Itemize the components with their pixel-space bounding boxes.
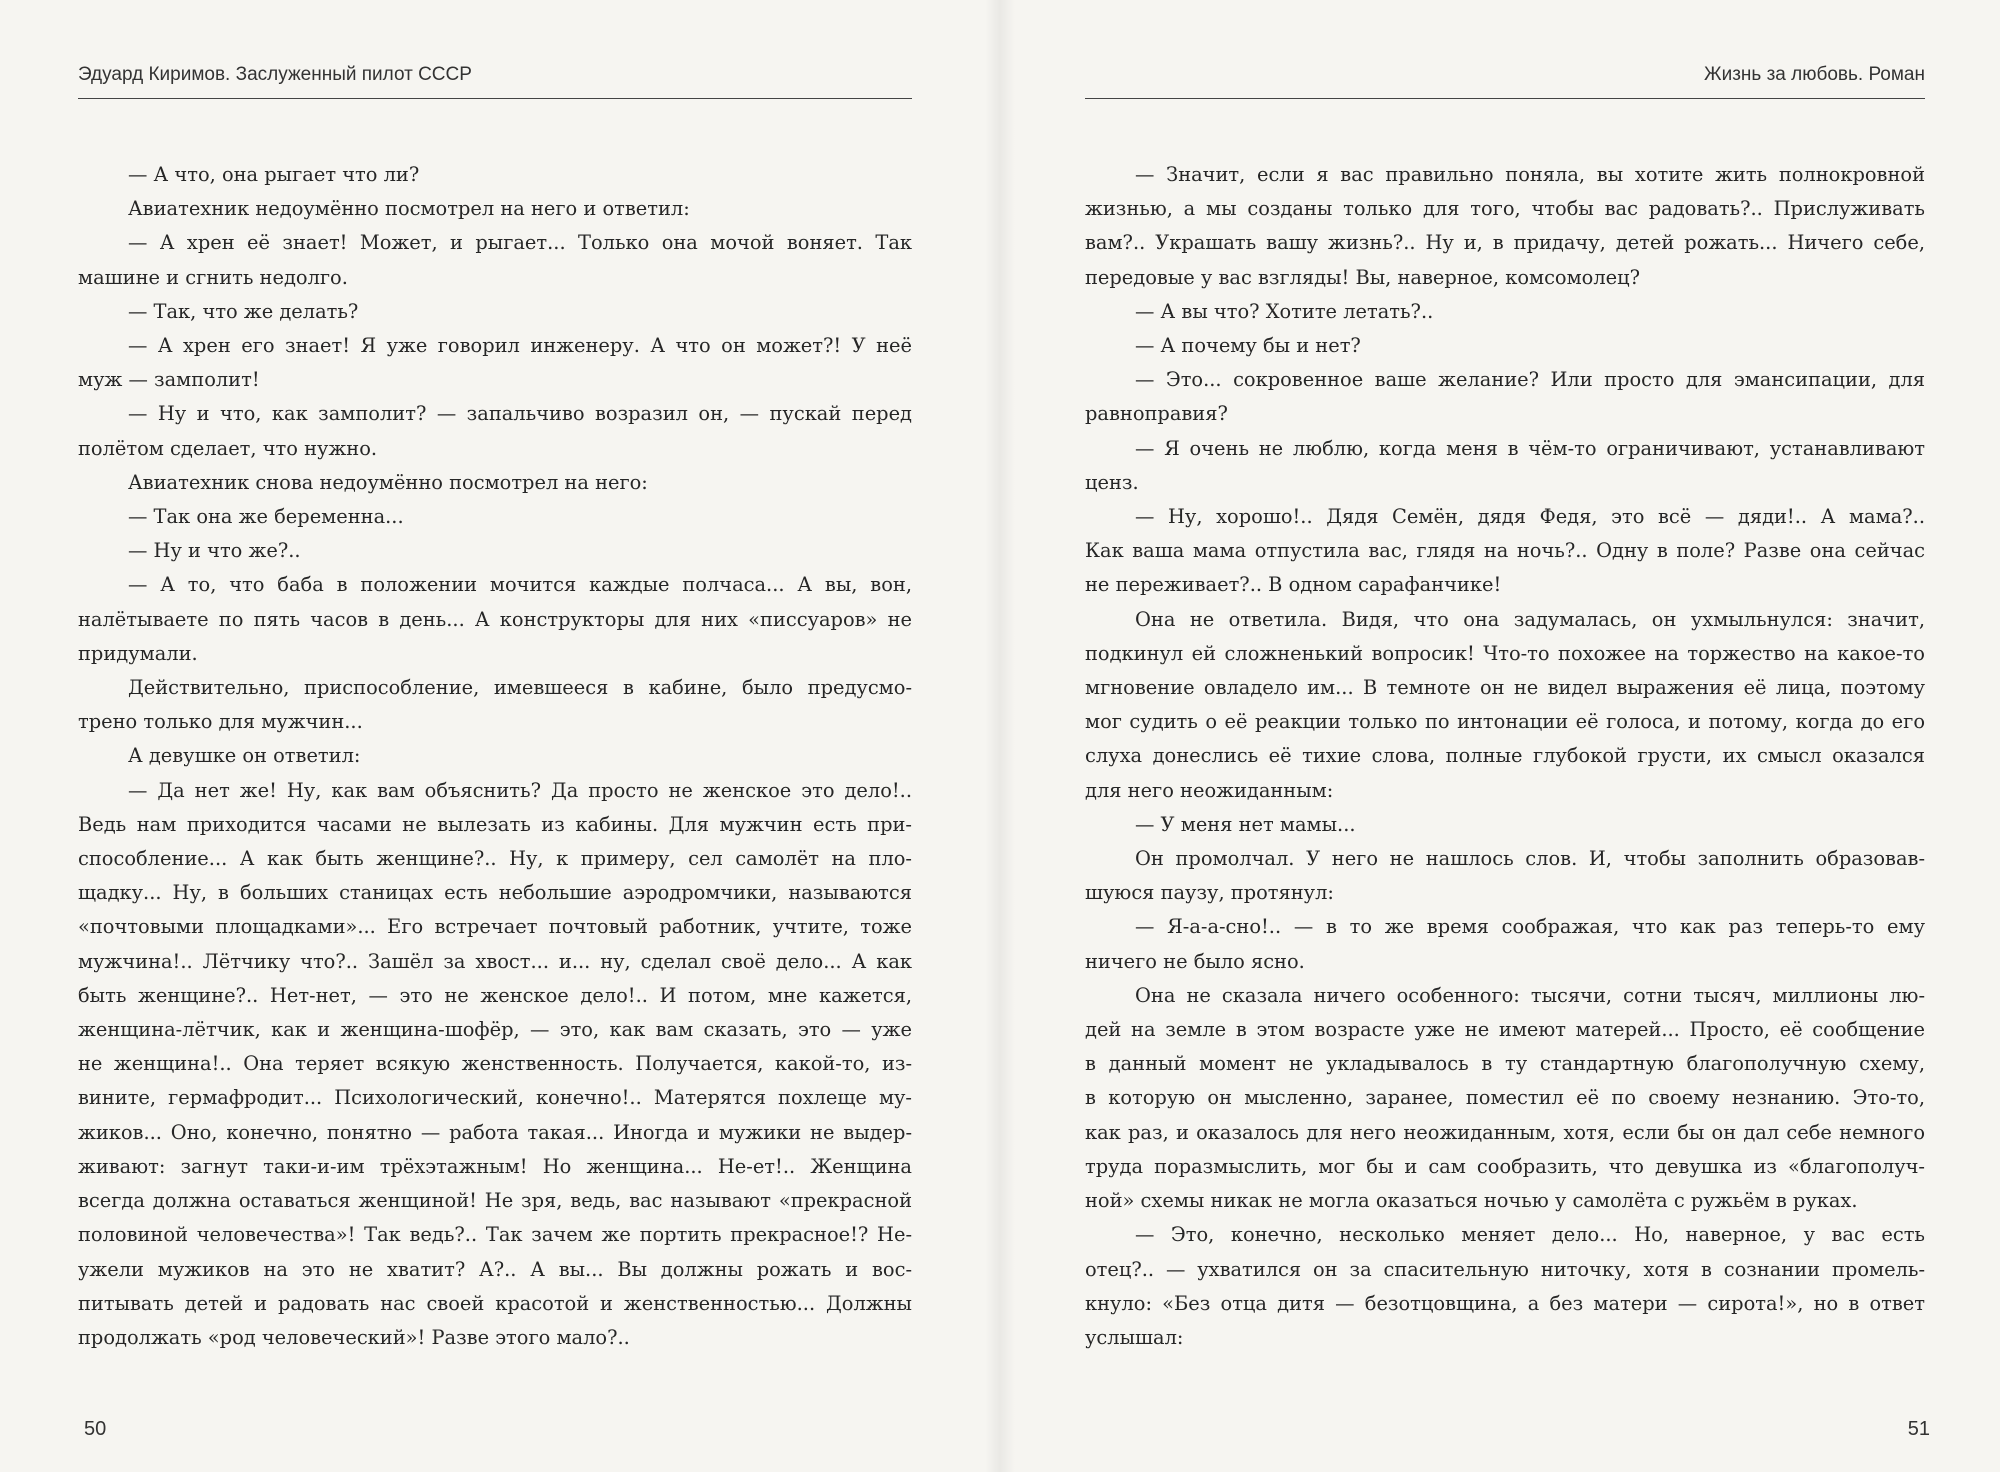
text-line: Авиатехник снова недоумённо посмотрел на него: — [128, 470, 648, 494]
text-line: — Значит, если я вас правильно поняла, вы хотите жить полнокровной — [1135, 163, 1925, 186]
text-line: подкинул ей сложненький вопросик! Что-то похожее на торжество на какое-то — [1085, 641, 1925, 665]
text-line: — У меня нет мамы... — [1135, 812, 1356, 836]
text-line: кнуло: «Без отца дитя — безотцовщина, а без матери — сирота!», но в ответ — [1085, 1291, 1925, 1315]
text-line: Действительно, приспособление, имевшееся в кабине, было предусмо- — [128, 676, 912, 700]
text-line: всегда должна оставаться женщиной! Не зря, ведь, вас называют «прекрасной — [78, 1189, 912, 1213]
right-page-text — [1085, 158, 1925, 1355]
text-line: ной» схемы никак не могла оказаться ночью у самолёта с ружьём в руках. — [1085, 1189, 1858, 1213]
text-line: — Так, что же делать? — [128, 299, 359, 323]
text-line: мужчина!.. Лётчику что?.. Зашёл за хвост... и... ну, сделал своё дело... А как — [78, 949, 912, 973]
text-line: слуха донеслись её тихие слова, полные глубокой грусти, их смысл оказался — [1085, 744, 1925, 768]
text-line: — Ну и что же?.. — [128, 539, 301, 563]
text-line: — Это... сокровенное ваше желание? Или просто для эмансипации, для — [1135, 368, 1925, 392]
text-line: — А хрен его знает! Я уже говорил инженеру. А что он может?! У неё — [128, 334, 912, 358]
text-line: не переживает?.. В одном сарафанчике! — [1085, 573, 1502, 597]
text-line: — Ну, хорошо!.. Дядя Семён, дядя Федя, это всё — дяди!.. А мама?.. — [1135, 505, 1925, 529]
text-line: для него неожиданным: — [1085, 778, 1334, 802]
text-line: дей на земле в этом возрасте уже не имеют матерей... Просто, её сообщение — [1085, 1018, 1925, 1042]
text-line: — А то, что баба в положении мочится каждые полчаса... А вы, вон, — [128, 573, 912, 597]
text-line: щадку... Ну, в больших станицах есть небольшие аэродромчики, называются — [78, 881, 912, 905]
text-line: как раз, и оказалось для него неожиданным, хотя, если бы он дал себе немного — [1085, 1120, 1925, 1144]
text-line: в данный момент не укладывалось в ту стандартную благополучную схему, — [1085, 1052, 1925, 1076]
text-line: трено только для мужчин... — [78, 710, 363, 734]
text-line: машине и сгнить недолго. — [78, 265, 348, 289]
text-line: половиной человечества»! Так ведь?.. Так зачем же портить прекрасное!? Не- — [78, 1223, 912, 1247]
text-line: быть женщине?.. Нет-нет, — это не женское дело!.. И потом, мне кажется, — [78, 983, 912, 1007]
text-line: ничего не было ясно. — [1085, 949, 1305, 973]
text-line: питывать детей и радовать нас своей красотой и женственностью... Должны — [78, 1291, 912, 1315]
text-line: шуюся паузу, протянул: — [1085, 881, 1334, 905]
text-line: муж — замполит! — [78, 368, 260, 392]
text-line: труда поразмыслить, мог бы и сам сообразить, что девушка из «благополуч- — [1085, 1154, 1925, 1178]
text-line: Ведь нам приходится часами не вылезать из кабины. Для мужчин есть при- — [78, 812, 912, 836]
text-line: Она не ответила. Видя, что она задумалась, он ухмыльнулся: значит, — [1135, 607, 1925, 631]
text-line: придумали. — [78, 641, 198, 665]
text-line: «почтовыми площадками»... Его встречает почтовый работник, учтите, тоже — [78, 915, 912, 939]
text-line: Она не сказала ничего особенного: тысячи, сотни тысяч, миллионы лю- — [1135, 983, 1925, 1007]
text-line: ценз. — [1085, 470, 1139, 494]
text-line: отец?.. — ухватился он за спасительную ниточку, хотя в сознании промель- — [1085, 1257, 1925, 1281]
text-line: налётываете по пять часов в день... А конструкторы для них «писсуаров» не — [78, 607, 912, 631]
text-line: не женщина!.. Она теряет всякую женственность. Получается, какой-то, из- — [78, 1052, 912, 1076]
text-line: мог судить о её реакции только по интонации её голоса, и потому, когда до его — [1085, 710, 1925, 734]
text-line: — А что, она рыгает что ли? — [128, 163, 420, 186]
text-line: — Я-а-а-сно!.. — в то же время соображая, что как раз теперь-то ему — [1135, 915, 1925, 939]
text-line: — Так она же беременна... — [128, 505, 404, 529]
text-line: полётом сделает, что нужно. — [78, 436, 378, 460]
right-header-rule — [1085, 98, 1925, 99]
text-line: — А почему бы и нет? — [1135, 334, 1361, 358]
text-line: мгновение овладело им... В темноте он не видел выражения её лица, поэтому — [1085, 676, 1925, 700]
text-line: Как ваша мама отпустила вас, глядя на ночь?.. Одну в поле? Разве она сейчас — [1085, 539, 1925, 563]
text-line: Он промолчал. У него не нашлось слов. И, чтобы заполнить образовав- — [1135, 847, 1925, 871]
text-line: услышал: — [1085, 1325, 1184, 1349]
text-line: вините, гермафродит... Психологический, конечно!.. Матерятся похлеще му- — [78, 1086, 912, 1110]
text-line: А девушке он ответил: — [128, 744, 361, 768]
left-header-rule — [78, 98, 912, 99]
text-line: равноправия? — [1085, 402, 1228, 426]
text-line: продолжать «род человеческий»! Разве этого мало?.. — [78, 1325, 630, 1349]
right-running-head: Жизнь за любовь. Роман — [1704, 64, 1925, 85]
text-line: — Ну и что, как замполит? — запальчиво возразил он, — пускай перед — [128, 402, 912, 426]
text-line: передовые у вас взгляды! Вы, наверное, комсомолец? — [1085, 265, 1641, 289]
text-line: женщина-лётчик, как и женщина-шофёр, — это, как вам сказать, это — уже — [78, 1018, 912, 1042]
text-line: живают: загнут таки-и-им трёхэтажным! Но женщина... Не-ет!.. Женщина — [78, 1154, 912, 1178]
text-line: — Это, конечно, несколько меняет дело... Но, наверное, у вас есть — [1135, 1223, 1925, 1247]
text-line: жиков... Оно, конечно, понятно — работа такая... Иногда и мужики не выдер- — [78, 1120, 912, 1144]
text-line: в которую он мысленно, заранее, поместил её по своему незнанию. Это-то, — [1085, 1086, 1925, 1110]
text-line: ужели мужиков на это не хватит? А?.. А вы... Вы должны рожать и вос- — [78, 1257, 912, 1281]
text-line: вам?.. Украшать вашу жизнь?.. Ну и, в придачу, детей рожать... Ничего себе, — [1085, 231, 1925, 255]
left-running-head: Эдуард Киримов. Заслуженный пилот СССР — [78, 64, 472, 85]
left-page-text — [78, 158, 912, 1355]
text-line: Авиатехник недоумённо посмотрел на него и ответил: — [128, 197, 690, 221]
text-line: жизнью, а мы созданы только для того, чтобы вас радовать?.. Прислуживать — [1085, 197, 1925, 221]
text-line: — А вы что? Хотите летать?.. — [1135, 299, 1434, 323]
text-line: — Да нет же! Ну, как вам объяснить? Да просто не женское это дело!.. — [128, 778, 912, 802]
right-page — [1000, 0, 2000, 1472]
text-line: — А хрен её знает! Может, и рыгает... Только она мочой воняет. Так — [128, 231, 912, 255]
text-line: способление... А как быть женщине?.. Ну, к примеру, сел самолёт на пло- — [78, 847, 912, 871]
left-page-number: 50 — [84, 1418, 107, 1440]
right-page-number: 51 — [1907, 1418, 1930, 1440]
text-line: — Я очень не люблю, когда меня в чём-то ограничивают, устанавливают — [1135, 436, 1925, 460]
